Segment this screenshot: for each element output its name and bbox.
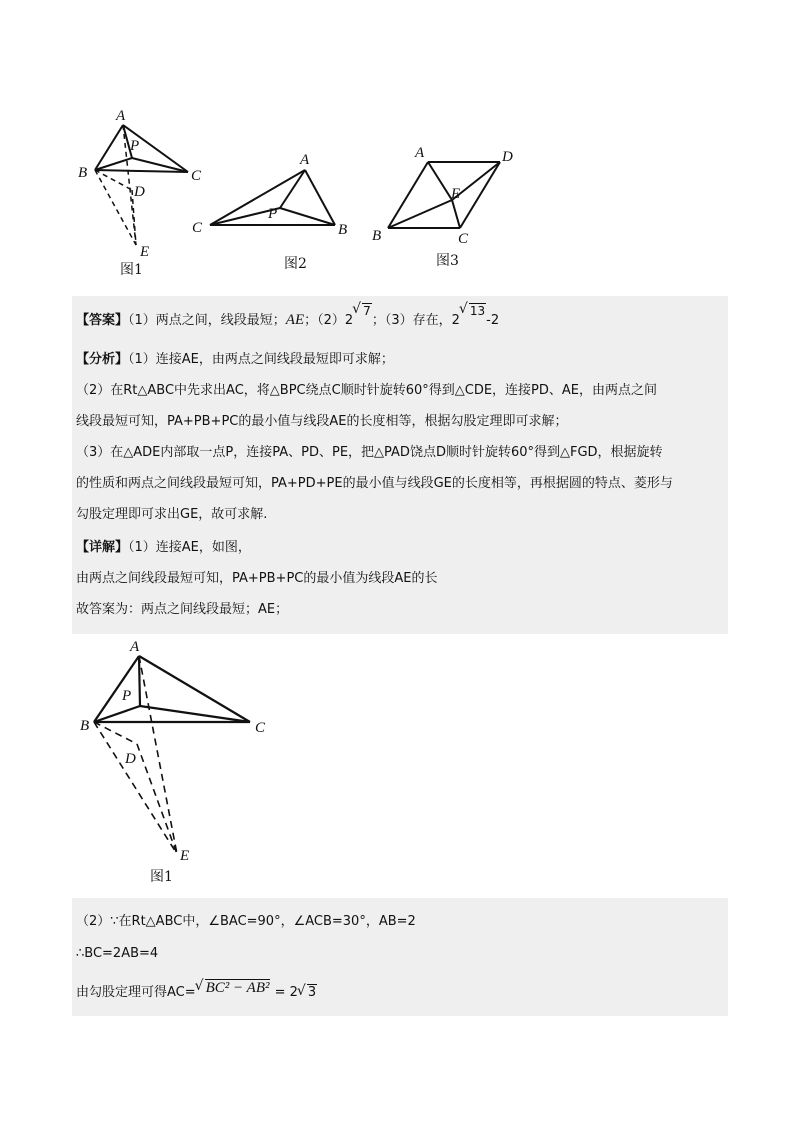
detail-text-1: （1）连接AE，如图， (128, 540, 251, 555)
figure-1-top-svg (70, 100, 202, 280)
part2-line-1: （2）∵在Rt△ABC中，∠BAC=90°，∠ACB=30°，AB=2 (76, 914, 416, 929)
answer-part2-radical: √ 7 (353, 304, 372, 318)
fig1-caption: 图1 (120, 262, 143, 278)
part2-line-3 (76, 982, 317, 1003)
detail-label-c: C (255, 720, 266, 736)
answer-part3-radical: √ 13 (460, 304, 486, 318)
detail-label-p: P (122, 688, 132, 704)
detail-line-1 (76, 538, 251, 558)
fig3-label-d: D (502, 149, 513, 165)
detail-label-e: E (180, 848, 190, 864)
analysis-text-1: （1）连接AE，由两点之间线段最短即可求解； (128, 352, 394, 367)
detail-line-3: 故答案为：两点之间线段最短；AE； (76, 602, 289, 617)
detail-label-a: A (130, 639, 140, 655)
fig1-label-d: D (134, 184, 145, 200)
part2-ac-prefix: 由勾股定理可得AC= (76, 985, 196, 1000)
analysis-line-6: 勾股定理即可求出GE，故可求解. (76, 507, 268, 522)
fig3-label-e: E (451, 186, 461, 202)
answer-tag: 【答案】 (76, 313, 129, 328)
fig2-label-a: A (300, 152, 310, 168)
figure-1-detail-svg (72, 634, 274, 892)
detail-caption: 图1 (150, 869, 173, 885)
answer-part3-end: -2 (486, 313, 500, 328)
part2-radical-2: √ 3 (298, 983, 317, 1003)
analysis-line-3: 线段最短可知，PA+PB+PC的最小值与线段AE的长度相等，根据勾股定理即可求解； (76, 414, 568, 429)
figure-3-top-svg (368, 140, 528, 270)
fig3-caption: 图3 (436, 253, 459, 269)
figure-1-top (70, 100, 202, 280)
analysis-line-2: （2）在Rt△ABC中先求出AC，将△BPC绕点C顺时针旋转60°得到△CDE，连接PD、AE，由两点之间 (76, 383, 658, 398)
detail-label-b: B (80, 718, 90, 734)
fig3-label-a: A (415, 145, 425, 161)
analysis-line-5: 的性质和两点之间线段最短可知，PA+PD+PE的最小值与线段GE的长度相等，再根据圆的特点、菱形与 (76, 476, 673, 491)
analysis-line-1 (76, 350, 394, 370)
part2-radical: √ BC² − AB² (196, 978, 271, 999)
detail-line-2: 由两点之间线段最短可知，PA+PB+PC的最小值为线段AE的长 (76, 571, 438, 586)
answer-line (76, 304, 500, 331)
fig1-label-a: A (116, 108, 126, 124)
figure-3-top (368, 140, 528, 270)
fig1-label-p: P (130, 138, 140, 154)
fig2-caption: 图2 (284, 256, 307, 272)
answer-part1: （1）两点之间，线段最短； (128, 313, 286, 328)
fig2-label-p: P (268, 206, 278, 222)
fig1-label-e: E (140, 244, 150, 260)
part2-eq: = 2 (270, 985, 298, 1000)
analysis-tag: 【分析】 (76, 352, 129, 367)
part2-line-2: ∴BC=2AB=4 (76, 946, 159, 961)
fig1-label-c: C (191, 168, 202, 184)
figure-2-top (190, 150, 360, 275)
fig3-label-b: B (372, 228, 382, 244)
answer-part1-end: ；（2）2 (304, 313, 354, 328)
detail-tag: 【详解】 (76, 540, 129, 555)
fig2-label-b: B (338, 222, 348, 238)
answer-part2-end: ；（3）存在，2 (371, 313, 460, 328)
answer-ae: AE (285, 312, 305, 328)
fig3-label-c: C (458, 231, 469, 247)
figure-2-top-svg (190, 150, 360, 275)
detail-label-d: D (125, 751, 136, 767)
fig1-label-b: B (78, 165, 88, 181)
fig2-label-c: C (192, 220, 203, 236)
figure-1-detail (72, 634, 274, 892)
analysis-line-4: （3）在△ADE内部取一点P，连接PA、PD、PE，把△PAD饶点D顺时针旋转60°得到△FGD，根据旋转 (76, 445, 663, 460)
